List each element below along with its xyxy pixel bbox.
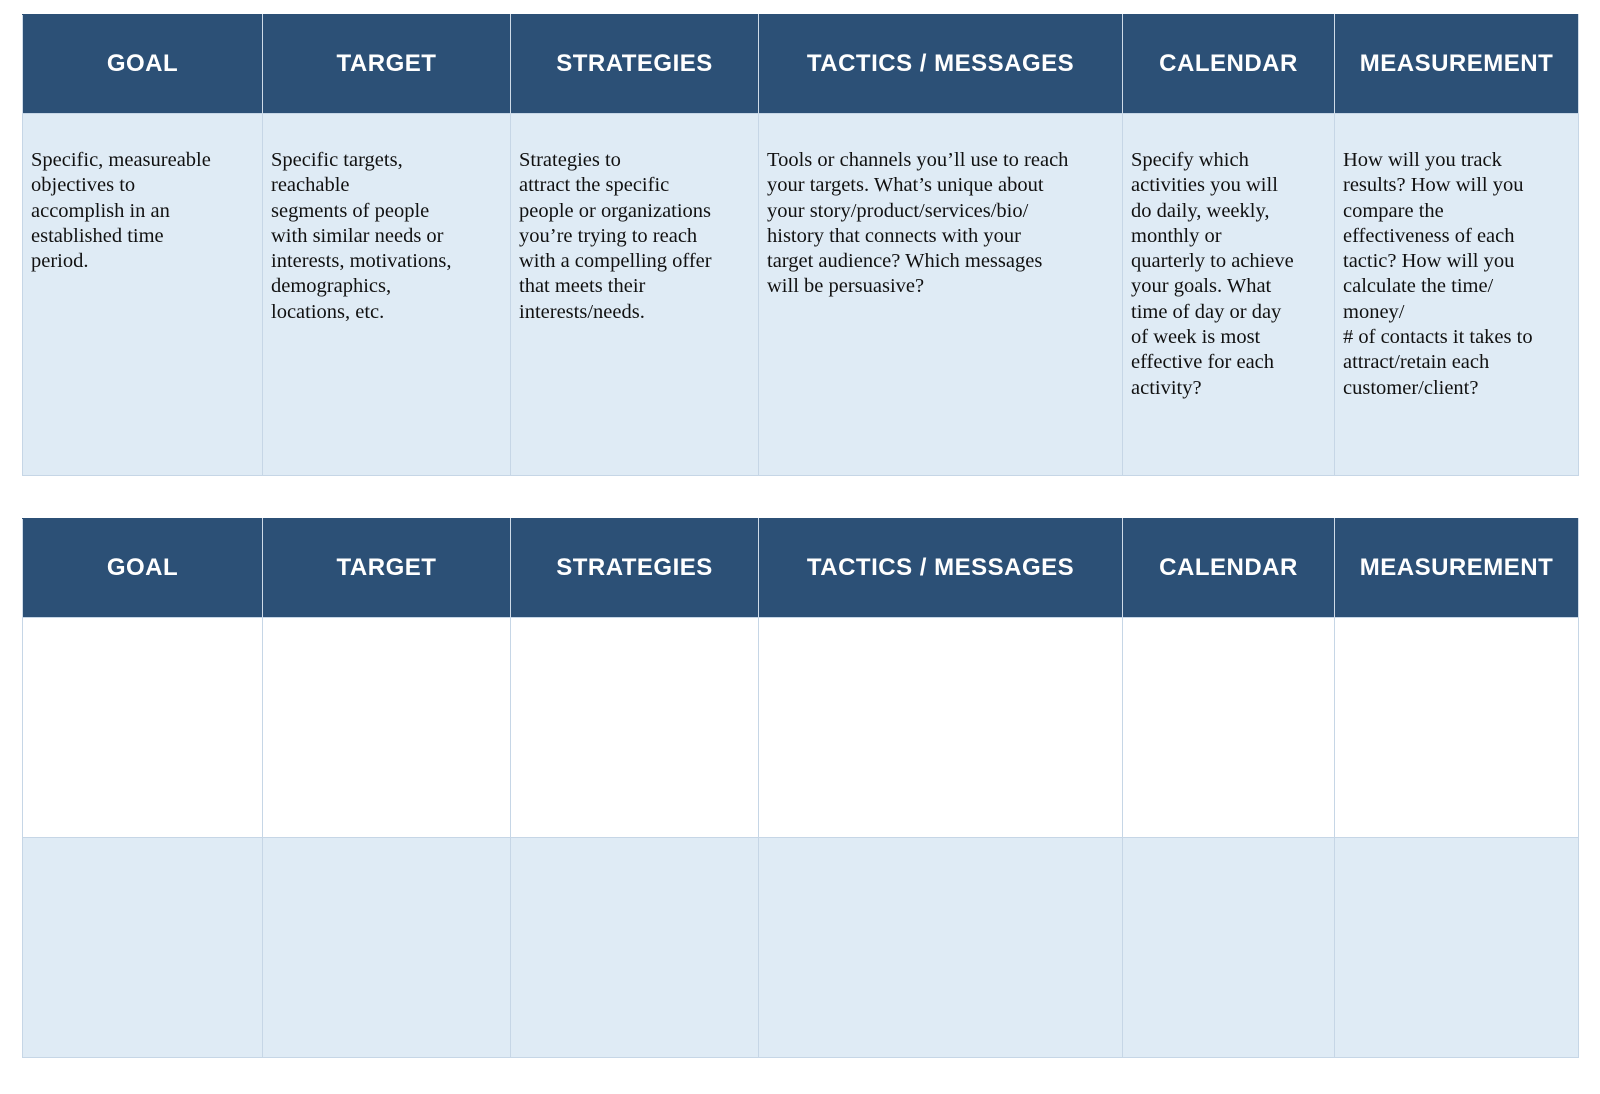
tactics-cell[interactable] [759,618,1123,838]
calendar-cell[interactable] [1123,618,1335,838]
calendar-cell[interactable] [1123,838,1335,1058]
goal-instruction-cell [23,114,263,476]
strategies-cell[interactable] [511,618,759,838]
strategies-instruction-cell [511,114,759,476]
calendar-instruction-text: Specify which activities you will do daily, weekly, monthly or quarterly to achieve your goals. What time of day or day of week is most effective for each activity? [1131,149,1294,399]
header-measurement: MEASUREMENT [1335,519,1579,618]
header-measurement: MEASUREMENT [1335,15,1579,114]
goal-cell[interactable] [23,838,263,1058]
strategies-instruction-text: Strategies to attract the specific people or organizations you’re trying to reach with a compelling offer that meets their interests/needs. [519,149,712,323]
marketing-plan-table-blank [22,518,1579,1058]
instruction-row [23,114,1579,476]
blank-row [23,618,1579,838]
header-row [23,15,1579,114]
header-calendar: CALENDAR [1123,519,1335,618]
target-cell[interactable] [263,618,511,838]
tactics-instruction-text: Tools or channels you’ll use to reach your targets. What’s unique about your story/product/services/bio/ history that connects with your target audience? Which messages will be persuasive? [767,149,1069,298]
header-strategies: STRATEGIES [511,15,759,114]
blank-row [23,838,1579,1058]
tactics-cell[interactable] [759,838,1123,1058]
header-goal: GOAL [23,15,263,114]
strategies-cell[interactable] [511,838,759,1058]
header-target: TARGET [263,519,511,618]
measurement-cell[interactable] [1335,838,1579,1058]
goal-instruction-text: Specific, measureable objectives to accomplish in an established time period. [31,149,211,273]
goal-cell[interactable] [23,618,263,838]
measurement-cell[interactable] [1335,618,1579,838]
marketing-plan-table-instructions [22,14,1579,476]
target-instruction-text: Specific targets, reachable segments of people with similar needs or interests, motivations, demographics, locations, etc. [271,149,452,323]
header-calendar: CALENDAR [1123,15,1335,114]
header-row [23,519,1579,618]
header-tactics-messages: TACTICS / MESSAGES [759,15,1123,114]
measurement-instruction-text: How will you track results? How will you compare the effectiveness of each tactic? How will you calculate the time/ money/ # of contacts it takes to attract/retain each customer/client? [1343,149,1533,399]
header-tactics-messages: TACTICS / MESSAGES [759,519,1123,618]
header-target: TARGET [263,15,511,114]
measurement-instruction-cell [1335,114,1579,476]
calendar-instruction-cell [1123,114,1335,476]
tactics-instruction-cell [759,114,1123,476]
target-instruction-cell [263,114,511,476]
header-strategies: STRATEGIES [511,519,759,618]
target-cell[interactable] [263,838,511,1058]
header-goal: GOAL [23,519,263,618]
